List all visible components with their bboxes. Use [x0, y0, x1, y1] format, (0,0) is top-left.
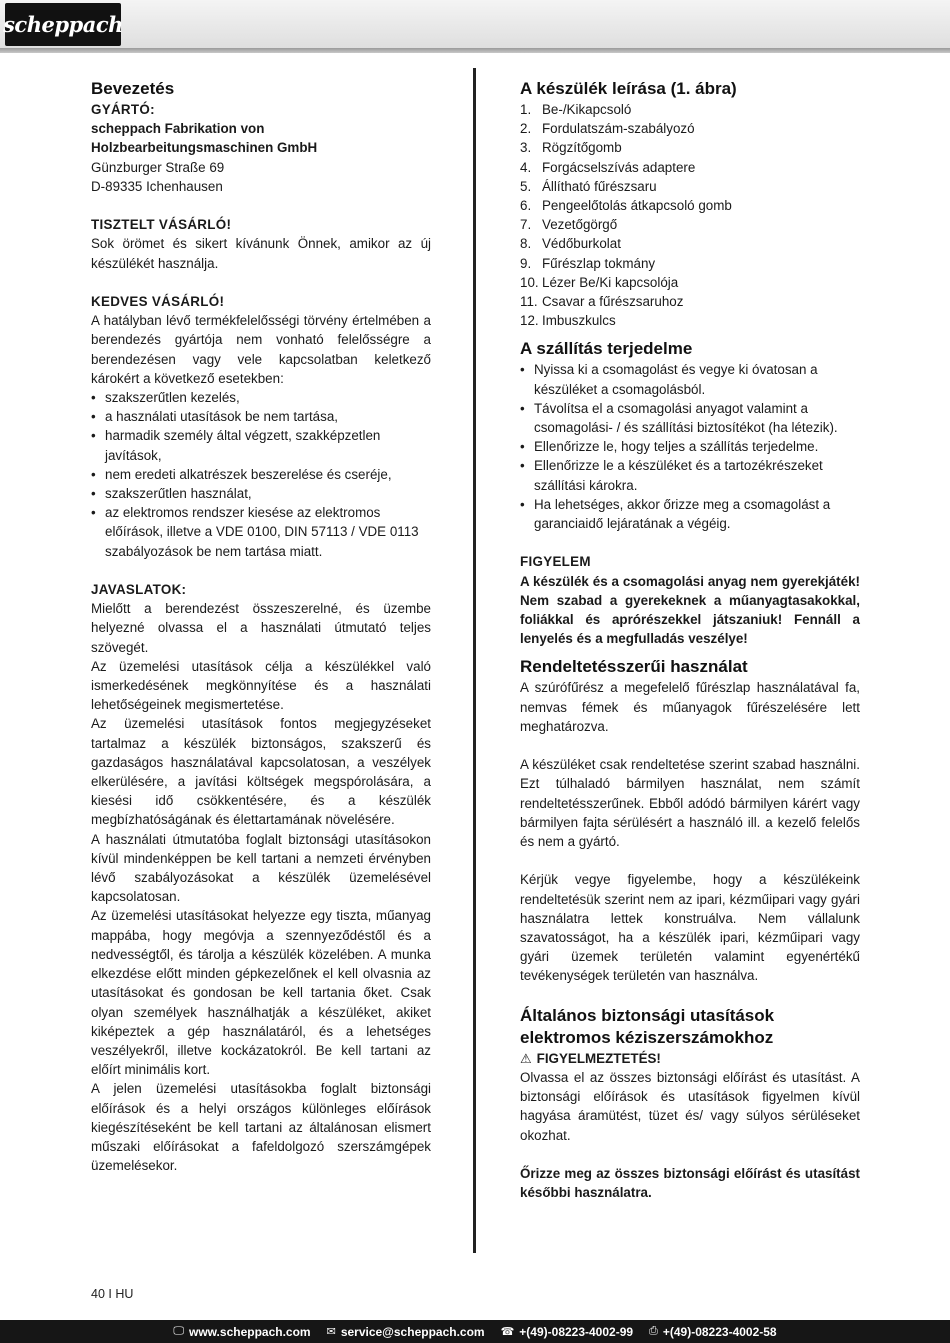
parts-list: [520, 100, 860, 330]
footer-fax: ⎙ +(49)-08223-4002-58: [649, 1324, 777, 1339]
recommendation-paragraph: A jelen üzemelési utasításokba foglalt biztonsági előírások és a helyi országos különleges előírások kiegészítéseként be kell tartani az általánosan elismert műszaki előírásokat a fafeldolgozó szerszámgépek üzemelésekor.: [91, 1081, 431, 1174]
list-item: • Távolítsa el a csomagolási anyagot valamint a csomagolási- / és szállítási biztosítékot (ha létezik).: [520, 400, 838, 436]
address-street: Günzburger Straße 69: [91, 159, 225, 175]
list-item: • szakszerűtlen kezelés,: [91, 390, 240, 406]
list-item: 11. Csavar a fűrészsaruhoz: [520, 294, 684, 310]
list-item: • Ha lehetséges, akkor őrizze meg a csomagolást a garanciaidő lejáratának a végéig.: [520, 496, 831, 532]
header-bar: [0, 0, 950, 50]
list-item: 7. Vezetőgörgő: [520, 217, 618, 233]
list-item: • Ellenőrizze le a készüléket és a tartozékrészeket szállítási károkra.: [520, 458, 823, 493]
description-heading: A készülék leírása (1. ábra): [520, 79, 737, 98]
intro-heading: Bevezetés: [91, 79, 175, 98]
address-city: D-89335 Ichenhausen: [91, 178, 223, 194]
intended-use-paragraph: Kérjük vegye figyelembe, hogy a készülékeink rendeltetésük szerint nem az ipari, kézműipari vagy gyári használatra lettek konstruálva. Nem vállalunk szavatosságot, ha a készülék ipari, kézműipari vagy gyári üzemek területén valamint egyenértékű tevékenységek területén van használva.: [520, 872, 860, 984]
warning-line: [520, 1049, 860, 1068]
list-item: 4. Forgácselszívás adaptere: [520, 159, 696, 175]
list-item: 6. Pengeelőtolás átkapcsoló gomb: [520, 198, 732, 214]
list-item: • nem eredeti alkatrészek beszerelése és cseréje,: [91, 466, 392, 482]
monitor-icon: 🖵: [173, 1325, 184, 1337]
list-item: • a használati utasítások be nem tartása,: [91, 409, 338, 425]
list-item: 9. Fűrészlap tokmány: [520, 255, 656, 271]
delivery-heading: A szállítás terjedelme: [520, 339, 693, 359]
liability-list: [91, 388, 431, 561]
intended-use-paragraph: A szúrófűrész a megefelelő fűrészlap használatával fa, nemvas fémek és műanyagok fűrészelésére lett meghatározva.: [520, 680, 860, 734]
fax-icon: ⎙: [649, 1325, 658, 1337]
list-item: 1. Be-/Kikapcsoló: [520, 102, 632, 117]
warning-label: FIGYELMEZTETÉS!: [536, 1050, 661, 1066]
page-number: 40 I HU: [91, 1287, 134, 1301]
recommendation-paragraph: Az üzemelési utasítások célja a készülékkel való ismerkedésének megkönnyítése és a használati lehetőségeinek megismertetése.: [91, 658, 431, 713]
dear-customer-heading-2: KEDVES VÁSÁRLÓ!: [91, 294, 225, 309]
liability-text: A hatályban lévő termékfelelősségi törvény értelmében a berendezés gyártója nem vonható felelősségre a berendezésen vagy vele kapcsolatban keletkező károkért a következő esetekben:: [91, 313, 431, 386]
attention-text: A készülék és a csomagolási anyag nem gyerekjáték! Nem szabad a gyerekeknek a műanyagtasakokkal, foliákkal és aprórészekkel játszaniuk! Fennáll a lenyelés és a megfulladás veszélye!: [520, 573, 860, 647]
welcome-text: Sok örömet és sikert kívánunk Önnek, amikor az új készülékét használja.: [91, 236, 431, 271]
recommendation-paragraph: A használati útmutatóba foglalt biztonsági utasításokon kívül mindenképpen be kell tartani a nemzeti érvényben lévő szabályozásokat a készülék üzemelésével kapcsolatosan.: [91, 831, 431, 905]
intended-use-paragraph: A készüléket csak rendeltetése szerint szabad használni. Ezt túlhaladó bármilyen használat, nem számít rendeltetésszerűnek. Ebből adódó bármilyen kárért vagy bármilyen fajta sérülésért a használó ill. a kezelő felelős és nem a gyártó.: [520, 757, 860, 850]
recommendation-paragraph: Az üzemelési utasítások fontos megjegyzéseket tartalmaz a készülék biztonságos, szakszerű és gazdaságos használatával kapcsolatosan, a veszélyek elkerülésére, a javítási költségek megspórolására, a kiesési idő csökkentésére, és a készülék megbízhatóságának és élettartamának növelésére.: [91, 716, 431, 828]
manufacturer-label: GYÁRTÓ:: [91, 102, 155, 117]
list-item: • Nyissa ki a csomagolást és vegye ki óvatosan a készüléket a csomagolásból.: [520, 362, 818, 397]
safety-keep-text: Őrizze meg az összes biztonsági előírást és utasítást későbbi használatra.: [520, 1166, 860, 1201]
list-item: 2. Fordulatszám-szabályozó: [520, 121, 695, 137]
list-item: 8. Védőburkolat: [520, 236, 621, 252]
list-item: 10. Lézer Be/Ki kapcsolója: [520, 274, 679, 290]
delivery-list: [520, 360, 860, 533]
logo-text: scheppach: [3, 12, 123, 37]
warning-triangle-icon: ⚠: [520, 1050, 532, 1066]
list-item: • harmadik személy által végzett, szakképzetlen javítások,: [91, 428, 381, 463]
phone-icon: ☎: [500, 1326, 515, 1338]
list-item: • Ellenőrizze le, hogy teljes a szállítás terjedelme.: [520, 439, 819, 455]
safety-heading: Általános biztonsági utasítások elektromos kéziszerszámokhoz: [520, 1005, 775, 1047]
footer-bar: [0, 1320, 950, 1343]
manufacturer-name-line1: scheppach Fabrikation von: [91, 121, 265, 137]
mail-icon: ✉: [326, 1326, 336, 1338]
header-rule: [0, 48, 950, 53]
list-item: 3. Rögzítőgomb: [520, 140, 622, 156]
manufacturer-name-line2: Holzbearbeitungsmaschinen GmbH: [91, 140, 318, 156]
footer-phone: ☎ +(49)-08223-4002-99: [500, 1324, 634, 1339]
list-item: 5. Állítható fűrészsaru: [520, 178, 657, 194]
scheppach-logo: [5, 3, 121, 46]
column-divider: [473, 68, 476, 1253]
intended-use-heading: Rendeltetésszerűi használat: [520, 657, 748, 677]
attention-label: FIGYELEM: [520, 554, 591, 570]
dear-customer-heading-1: TISZTELT VÁSÁRLÓ!: [91, 217, 232, 233]
safety-text: Olvassa el az összes biztonsági előírást és utasítást. A biztonsági előírások és utasítások figyelmen kívül hagyása áramütést, tüzet és/ vagy súlyos sérüléseket okozhat.: [520, 1070, 860, 1143]
right-column: [520, 78, 860, 1202]
recommendations-heading: JAVASLATOK:: [91, 582, 187, 598]
left-column: [91, 78, 431, 1175]
footer-web[interactable]: 🖵 www.scheppach.com: [173, 1324, 311, 1339]
list-item: • az elektromos rendszer kiesése az elektromos előírások, illetve a VDE 0100, DIN 57113 / VDE 0113 szabályozások be nem tartása miatt.: [91, 505, 419, 559]
list-item: 12. Imbuszkulcs: [520, 313, 616, 329]
recommendation-paragraph: Az üzemelési utasításokat helyezze egy tiszta, műanyag mappába, hogy megóvja a szennyeződéstől és a nedvességtől, és tárolja a készülék közelében. A munka elkezdése előtt minden gépkezelőnek el kell olvasnia az utasításokat és gondosan be kell tartania őket. Csak olyan személyek használhatják a készüléket, akiket kiképeztek a gép használatáról, és a lehetséges veszélyekről, illetve kockázatokról. Be kell tartani az előírt minimális kort.: [91, 908, 431, 1078]
list-item: • szakszerűtlen használat,: [91, 486, 252, 502]
footer-email[interactable]: ✉ service@scheppach.com: [326, 1324, 485, 1339]
recommendation-paragraph: Mielőtt a berendezést összeszerelné, és üzembe helyezné olvassa el a használati útmutató teljes szövegét.: [91, 601, 431, 655]
